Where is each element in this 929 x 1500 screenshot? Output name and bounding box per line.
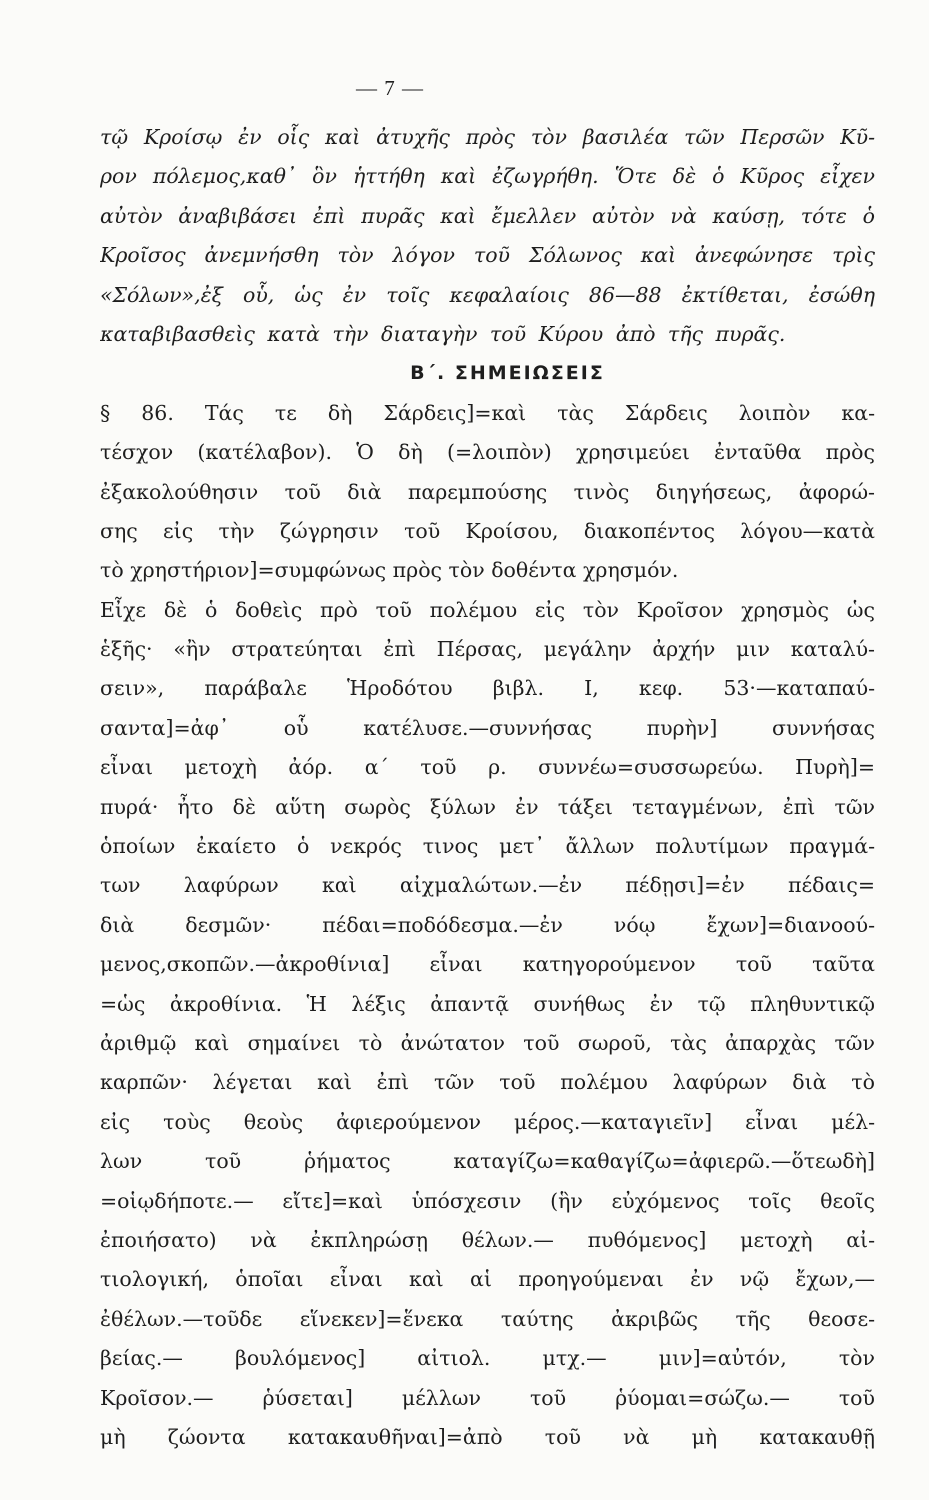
note-line: πυρά· ἦτο δὲ αὕτη σωρὸς ξύλων ἐν τάξει τεταγμένων, ἐπὶ τῶν [100, 794, 875, 819]
note-line: των λαφύρων καὶ αἰχμαλώτων.—ἐν πέδῃσι]=ἐν πέδαις= [100, 873, 875, 898]
note-line: ἀριθμῷ καὶ σημαίνει τὸ ἀνώτατον τοῦ σωροῦ, τὰς ἀπαρχὰς τῶν [100, 1030, 875, 1055]
note-line: μενος,σκοπῶν.—ἀκροθίνια] εἶναι κατηγορούμενον τοῦ ταῦτα [100, 952, 875, 977]
note-line: μὴ ζώοντα κατακαυθῆναι]=ἀπὸ τοῦ νὰ μὴ κατακαυθῇ [100, 1424, 875, 1449]
text-line: «Σόλων»,ἐξ οὗ, ὡς ἐν τοῖς κεφαλαίοις 86—88 ἐκτίθεται, ἐσώθη [100, 282, 875, 307]
note-line: =οἱῳδήποτε.— εἴτε]=καὶ ὑπόσχεσιν (ἣν εὐχόμενος τοῖς θεοῖς [100, 1188, 875, 1213]
text-line: Κροῖσος ἀνεμνήσθη τὸν λόγον τοῦ Σόλωνος καὶ ἀνεφώνησε τρὶς [100, 243, 875, 268]
note-line: σειν», παράβαλε Ἡροδότου βιβλ. Ι, κεφ. 53·—καταπαύ- [100, 676, 875, 701]
note-line: ὁποίων ἐκαίετο ὁ νεκρός τινος μετ᾽ ἄλλων πολυτίμων πραγμά- [100, 834, 875, 859]
note-line: διὰ δεσμῶν· πέδαι=ποδόδεσμα.—ἐν νόῳ ἔχων]=διανοού- [100, 912, 875, 937]
note-line: Εἶχε δὲ ὁ δοθεὶς πρὸ τοῦ πολέμου εἰς τὸν Κροῖσον χρησμὸς ὡς [100, 597, 875, 622]
text-line: αὐτὸν ἀναβιβάσει ἐπὶ πυρᾶς καὶ ἔμελλεν αὐτὸν νὰ καύσῃ, τότε ὁ [100, 203, 875, 228]
text-line: τῷ Κροίσῳ ἐν οἷς καὶ ἀτυχῆς πρὸς τὸν βασιλέα τῶν Περσῶν Κῦ- [100, 125, 875, 149]
text-line: ρον πόλεμος,καθ᾽ ὃν ἡττήθη καὶ ἐζωγρήθη. Ὅτε δὲ ὁ Κῦρος εἶχεν [100, 164, 875, 189]
note-line: τὸ χρηστήριον]=συμφώνως πρὸς τὸν δοθέντα χρησμόν. [100, 558, 679, 583]
note-line: σαντα]=ἀφ᾽ οὗ κατέλυσε.—συννήσας πυρὴν] συννήσας [100, 715, 875, 740]
text-block [100, 118, 875, 1457]
text-line: καταβιβασθεὶς κατὰ τὴν διαταγὴν τοῦ Κύρου ἀπὸ τῆς πυρᾶς. [100, 321, 786, 346]
note-line: εἰς τοὺς θεοὺς ἀφιερούμενον μέρος.—καταγιεῖν] εἶναι μέλ- [100, 1109, 875, 1134]
note-line: ἑξῆς· «ἢν στρατεύηται ἐπὶ Πέρσας, μεγάλην ἀρχήν μιν καταλύ- [100, 637, 875, 662]
section-heading: Β΄. ΣΗΜΕΙΩΣΕΙΣ [410, 362, 605, 385]
note-line: βείας.— βουλόμενος] αἰτιολ. μτχ.— μιν]=αὐτόν, τὸν [100, 1346, 875, 1371]
note-line: ἐθέλων.—τοῦδε εἵνεκεν]=ἕνεκα ταύτης ἀκριβῶς τῆς θεοσε- [100, 1306, 875, 1331]
page-number: — 7 — [356, 76, 424, 100]
note-line: εἶναι μετοχὴ ἀόρ. α΄ τοῦ ρ. συννέω=συσσωρεύω. Πυρὴ]= [100, 755, 875, 780]
note-line: ἐποιήσατο) νὰ ἐκπληρώσῃ θέλων.— πυθόμενος] μετοχὴ αἰ- [100, 1227, 875, 1252]
note-line: τιολογική, ὁποῖαι εἶναι καὶ αἱ προηγούμεναι ἐν νῷ ἔχων,— [100, 1267, 875, 1292]
note-line: σης εἰς τὴν ζώγρησιν τοῦ Κροίσου, διακοπέντος λόγου—κατὰ [100, 518, 875, 543]
note-line: ἐξακολούθησιν τοῦ διὰ παρεμπούσης τινὸς διηγήσεως, ἀφορώ- [100, 479, 875, 504]
note-line: καρπῶν· λέγεται καὶ ἐπὶ τῶν τοῦ πολέμου λαφύρων διὰ τὸ [100, 1070, 875, 1095]
note-line: λων τοῦ ῥήματος καταγίζω=καθαγίζω=ἀφιερῶ.—ὅτεωδὴ] [100, 1149, 875, 1174]
note-line: =ὡς ἀκροθίνια. Ἡ λέξις ἀπαντᾷ συνήθως ἐν τῷ πληθυντικῷ [100, 991, 875, 1016]
note-line: Κροῖσον.— ῥύσεται] μέλλων τοῦ ῥύομαι=σώζω.— τοῦ [100, 1385, 875, 1410]
note-line: τέσχον (κατέλαβον). Ὁ δὴ (=λοιπὸν) χρησιμεύει ἐνταῦθα πρὸς [100, 440, 875, 465]
note-line: § 86. Τάς τε δὴ Σάρδεις]=καὶ τὰς Σάρδεις λοιπὸν κα- [100, 400, 875, 425]
